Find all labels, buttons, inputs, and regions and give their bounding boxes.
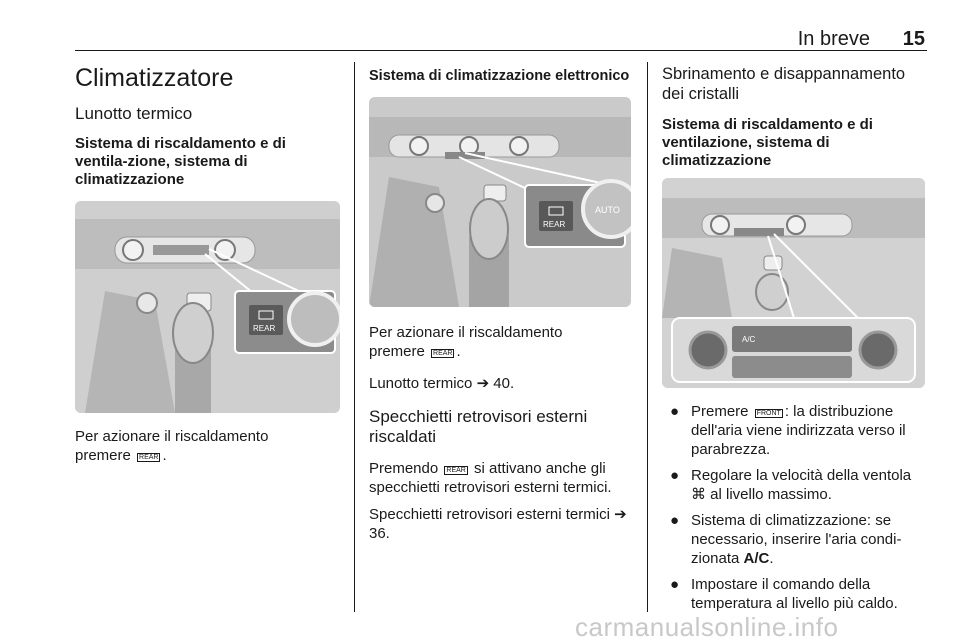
section-title: In breve: [797, 28, 870, 50]
bullet-dot: ●: [670, 467, 680, 484]
paragraph-heating-2-line1: Per azionare il riscaldamento: [369, 324, 563, 341]
photo-ac-console: [662, 178, 925, 388]
page-reference-40[interactable]: ➔ 40.: [476, 375, 515, 392]
bullet-text: Impostare il comando della temperatura al livello più caldo.: [691, 576, 898, 612]
heading-heated-mirrors: Specchietti retrovisori esterni riscaldati: [369, 407, 588, 446]
bullet-item-fan-speed: [662, 466, 927, 504]
image-label-auto: AUTO: [595, 205, 620, 215]
bullet-text: al livello massimo.: [710, 486, 832, 503]
heading-lunotto-termico: Lunotto termico: [75, 104, 193, 123]
header-rule: [75, 50, 927, 51]
image-label-rear: REAR: [253, 324, 276, 333]
column-1: [75, 64, 340, 465]
rear-defrost-icon-3: REAR: [446, 467, 466, 474]
paragraph-mirrors-rest: si attivano anche gli specchietti retrovisori esterni termici.: [369, 460, 612, 496]
paragraph-heating: [75, 427, 340, 465]
reference-rear-window: [369, 374, 631, 393]
page-reference-36[interactable]: ➔ 36.: [369, 506, 627, 542]
bullet-item-temperature: [662, 575, 927, 613]
reference-mirrors-text: Specchietti retrovisori esterni termici: [369, 506, 610, 523]
page-header: [75, 28, 925, 50]
paragraph-heating-2-end: .: [456, 343, 461, 360]
image-label-rear-2: REAR: [543, 220, 566, 229]
ac-label: A/C: [743, 550, 770, 567]
column-3: [662, 64, 927, 613]
paragraph-mirrors-start: Premendo: [369, 460, 439, 477]
reference-rear-window-text: Lunotto termico: [369, 375, 473, 392]
photo-console-rear-button: [75, 201, 340, 413]
paragraph-heating-2-line2: premere: [369, 343, 425, 360]
paragraph-heating-line1: Per azionare il riscaldamento: [75, 428, 269, 445]
reference-mirrors: [369, 505, 631, 543]
image-label-ac: A/C: [742, 335, 756, 344]
paragraph-heating-2: [369, 323, 631, 361]
rear-defrost-icon: REAR: [139, 454, 159, 461]
bullet-list: [662, 402, 927, 613]
bullet-dot: ●: [670, 576, 680, 593]
bullet-text: .: [769, 550, 774, 567]
bullet-dot: ●: [670, 512, 680, 529]
photo-electronic-console: [369, 97, 631, 307]
paragraph-heating-end: .: [162, 447, 167, 464]
bullet-text: : la distribuzione dell'aria viene indirizzata verso il parabrezza.: [691, 403, 906, 458]
bullet-item-front-defrost: [662, 402, 927, 459]
heading-defrost-demist: Sbrinamento e disappannamento dei cristalli: [662, 65, 906, 103]
page-number: 15: [902, 28, 925, 50]
rear-defrost-icon-2: REAR: [433, 350, 453, 357]
bullet-text: Premere: [691, 403, 749, 420]
fan-icon: ⌘: [691, 486, 706, 503]
subheading-electronic-climate: Sistema di climatizzazione elettronico: [369, 68, 630, 84]
column-divider-1: [354, 62, 355, 612]
bullet-item-ac: [662, 511, 927, 568]
subheading-heating-system-2: Sistema di riscaldamento e di ventilazione, sistema di climatizzazione: [662, 116, 873, 169]
paragraph-mirrors: [369, 459, 631, 497]
watermark: carmanualsonline.info: [575, 612, 839, 642]
column-2: [369, 64, 631, 543]
bullet-dot: ●: [670, 403, 680, 420]
subheading-heating-system: Sistema di riscaldamento e di ventila-zione, sistema di climatizzazione: [75, 135, 286, 188]
column-divider-2: [647, 62, 648, 612]
front-defrost-icon: FRONT: [756, 410, 781, 417]
heading-climatizzatore: Climatizzatore: [75, 64, 234, 92]
paragraph-heating-line2: premere: [75, 447, 131, 464]
bullet-text: Regolare la velocità della ventola: [691, 467, 912, 484]
bullet-text: Sistema di climatizzazione: se necessario, inserire l'aria condi-zionata: [691, 512, 902, 567]
